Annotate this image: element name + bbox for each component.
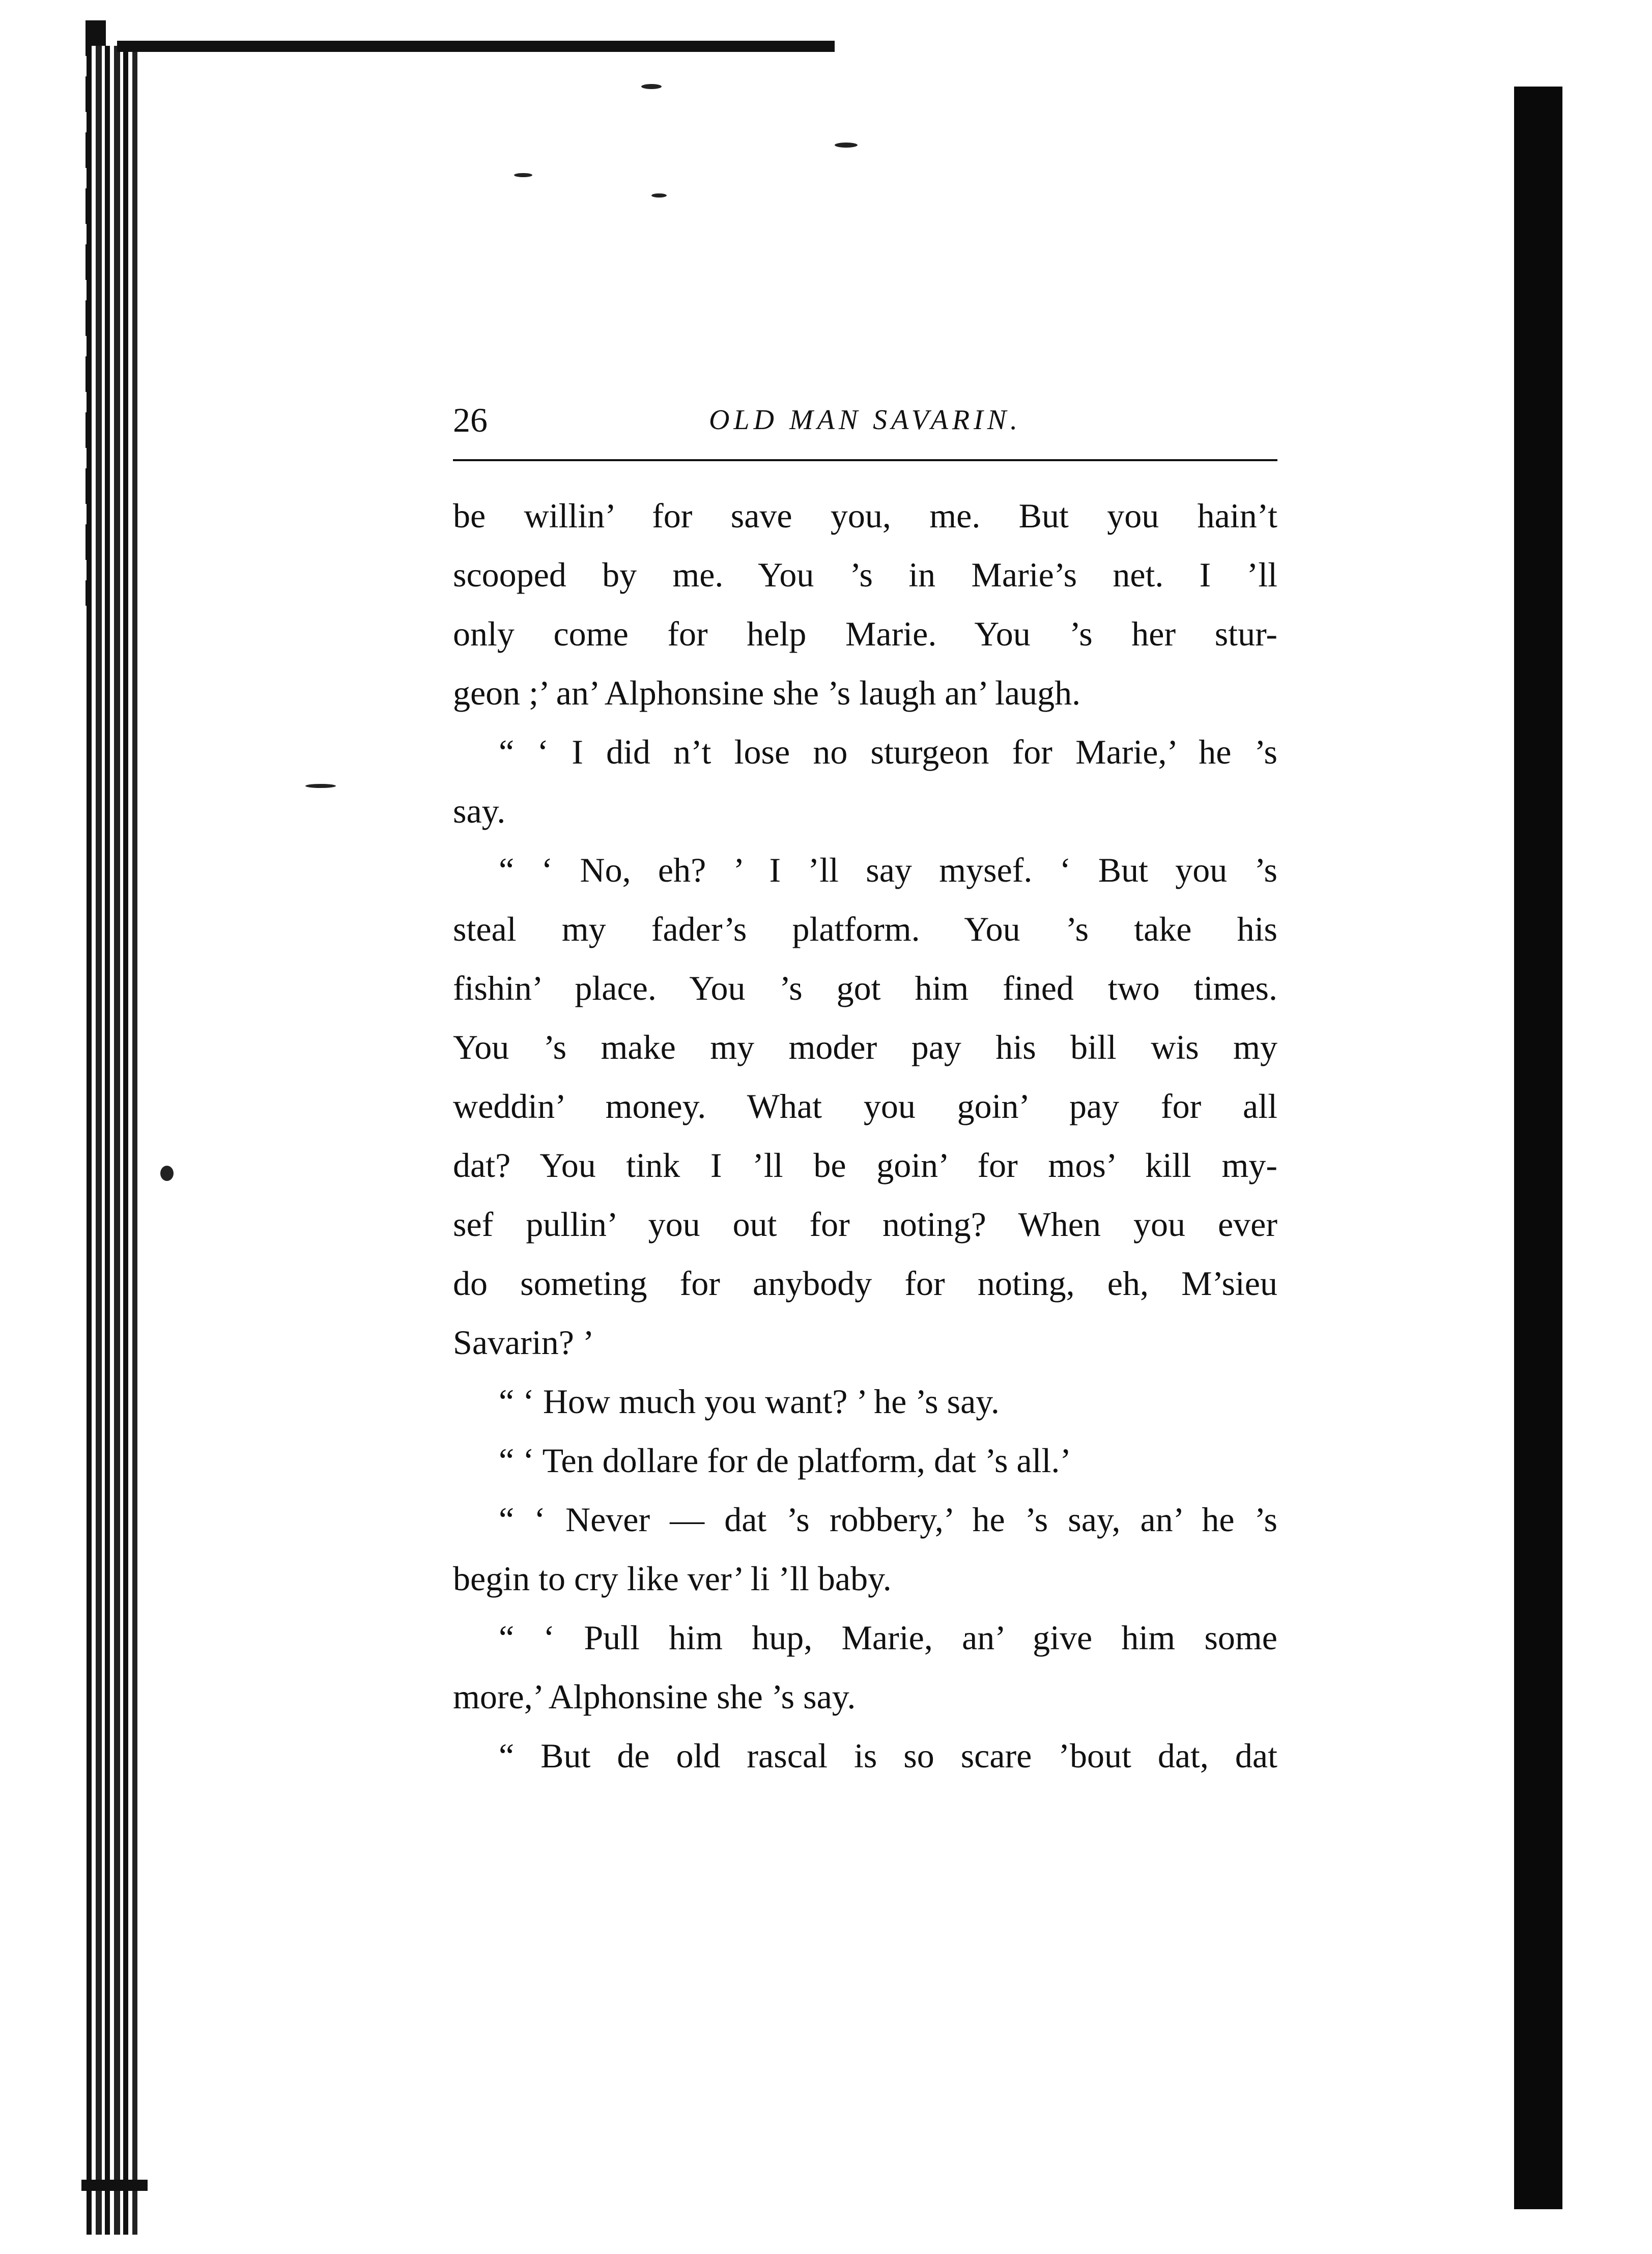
- text-line: “ ‘ Pull him hup, Marie, an’ give him some: [499, 1618, 1277, 1657]
- text-line: more,’ Alphonsine she ’s say.: [453, 1677, 856, 1716]
- text-line: “ ‘ No, eh? ’ I ’ll say mysef. ‘ But you ’s: [499, 851, 1277, 889]
- scan-speck: [160, 1166, 174, 1181]
- running-title: OLD MAN SAVARIN.: [708, 404, 1022, 436]
- text-line: “ ‘ Never — dat ’s robbery,’ he ’s say, an’ he ’s: [499, 1500, 1277, 1539]
- text-line: “ ‘ How much you want? ’ he ’s say.: [499, 1382, 1000, 1421]
- text-line: Savarin? ’: [453, 1323, 594, 1362]
- book-spine-edge: [87, 46, 137, 2235]
- scan-right-border: [1514, 87, 1562, 2209]
- text-line: scooped by me. You ’s in Marie’s net. I ’ll: [453, 555, 1277, 594]
- text-line: You ’s make my moder pay his bill wis my: [453, 1028, 1277, 1066]
- scan-speck: [305, 784, 336, 788]
- text-line: be willin’ for save you, me. But you hain’t: [453, 496, 1277, 535]
- text-line: fishin’ place. You ’s got him fined two times.: [453, 969, 1277, 1007]
- text-line: weddin’ money. What you goin’ pay for all: [453, 1087, 1277, 1125]
- scan-top-border: [117, 41, 835, 52]
- scan-speck: [514, 173, 532, 177]
- text-line: “ But de old rascal is so scare ’bout dat, dat: [499, 1736, 1277, 1775]
- text-line: “ ‘ Ten dollare for de platform, dat ’s all.’: [499, 1441, 1072, 1480]
- header-rule: [453, 459, 1277, 461]
- text-line: do someting for anybody for noting, eh, M’sieu: [453, 1264, 1277, 1303]
- page-number: 26: [453, 401, 488, 439]
- scan-speck: [651, 193, 667, 198]
- running-header: [453, 397, 1277, 443]
- text-line: only come for help Marie. You ’s her stur-: [453, 614, 1277, 653]
- text-line: geon ;’ an’ Alphonsine she ’s laugh an’ laugh.: [453, 673, 1081, 712]
- text-line: dat? You tink I ’ll be goin’ for mos’ kill my-: [453, 1146, 1277, 1185]
- page-body-text: [453, 486, 1277, 1785]
- text-line: sef pullin’ you out for noting? When you ever: [453, 1205, 1277, 1244]
- text-line: say.: [453, 792, 506, 830]
- scan-speck: [835, 143, 858, 148]
- scan-speck: [641, 84, 662, 89]
- text-line: “ ‘ I did n’t lose no sturgeon for Marie,’ he ’s: [499, 732, 1277, 771]
- scan-bottom-border: [81, 2180, 148, 2191]
- text-line: begin to cry like ver’ li ’ll baby.: [453, 1559, 892, 1598]
- text-line: steal my fader’s platform. You ’s take his: [453, 910, 1277, 948]
